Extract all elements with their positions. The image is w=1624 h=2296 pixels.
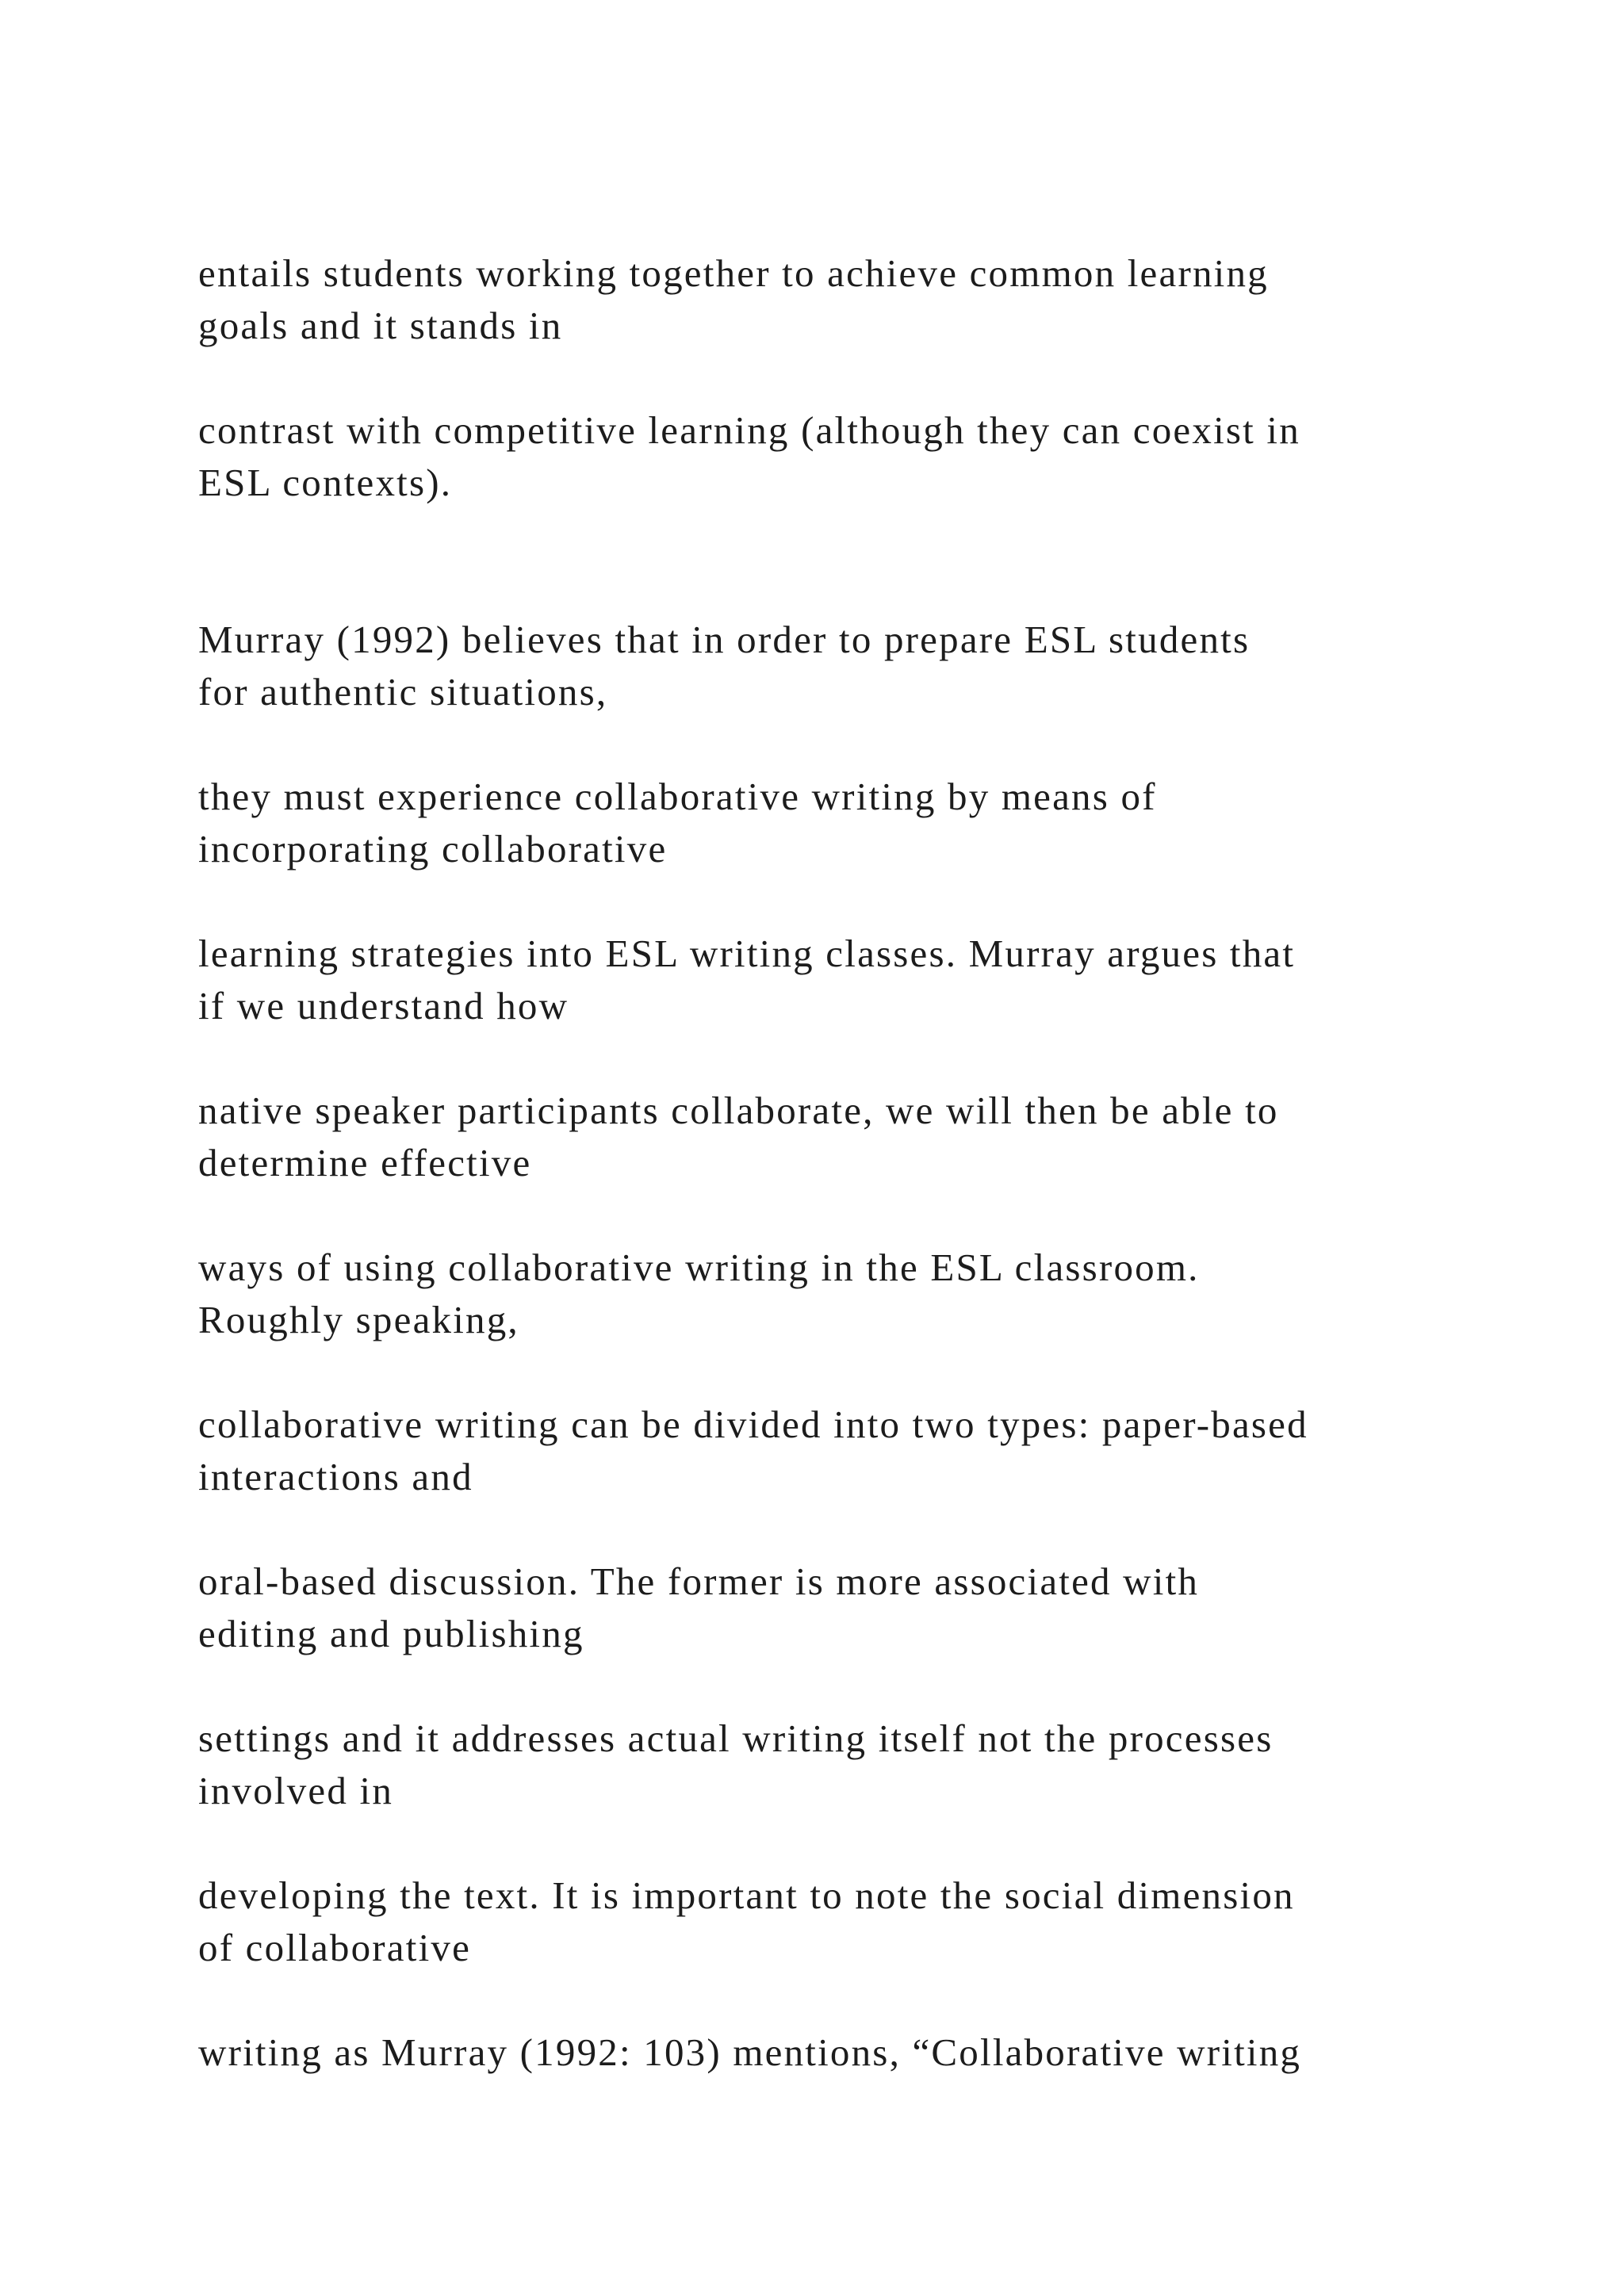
- paragraph: [198, 771, 1507, 875]
- paragraph: [198, 1085, 1507, 1189]
- text-line: ways of using collaborative writing in the ESL classroom.: [198, 1246, 1200, 1289]
- text-line: writing as Murray (1992: 103) mentions, “Collaborative writing: [198, 2030, 1302, 2074]
- paragraph: [198, 404, 1507, 509]
- text-line: oral-based discussion. The former is more associated with: [198, 1559, 1200, 1603]
- paragraph: [198, 928, 1507, 1032]
- text-line: for authentic situations,: [198, 670, 608, 714]
- text-line: native speaker participants collaborate, we will then be able to: [198, 1089, 1279, 1132]
- text-line: incorporating collaborative: [198, 827, 668, 871]
- document-body: [198, 247, 1507, 2131]
- text-line: Roughly speaking,: [198, 1298, 519, 1341]
- text-line: developing the text. It is important to note the social dimension: [198, 1873, 1295, 1917]
- paragraph: [198, 1399, 1507, 1503]
- text-line: determine effective: [198, 1141, 532, 1184]
- paragraph: [198, 1242, 1507, 1346]
- text-line: Murray (1992) believes that in order to prepare ESL students: [198, 618, 1251, 661]
- paragraph: [198, 247, 1507, 352]
- text-line: they must experience collaborative writing by means of: [198, 775, 1157, 818]
- text-line: editing and publishing: [198, 1612, 584, 1655]
- text-line: goals and it stands in: [198, 304, 563, 347]
- text-line: collaborative writing can be divided into two types: paper-based: [198, 1402, 1308, 1446]
- text-line: entails students working together to achieve common learning: [198, 251, 1269, 295]
- paragraph: [198, 1712, 1507, 1817]
- paragraph: [198, 1556, 1507, 1660]
- text-line: involved in: [198, 1769, 394, 1812]
- text-line: of collaborative: [198, 1926, 472, 1969]
- text-line: interactions and: [198, 1455, 473, 1498]
- paragraph: [198, 614, 1507, 718]
- text-line: settings and it addresses actual writing itself not the processes: [198, 1716, 1274, 1760]
- text-line: ESL contexts).: [198, 461, 453, 504]
- paragraph: [198, 1869, 1507, 1974]
- text-line: learning strategies into ESL writing classes. Murray argues that: [198, 932, 1296, 975]
- text-line: if we understand how: [198, 984, 569, 1027]
- paragraph: [198, 2026, 1507, 2079]
- text-line: contrast with competitive learning (although they can coexist in: [198, 408, 1300, 452]
